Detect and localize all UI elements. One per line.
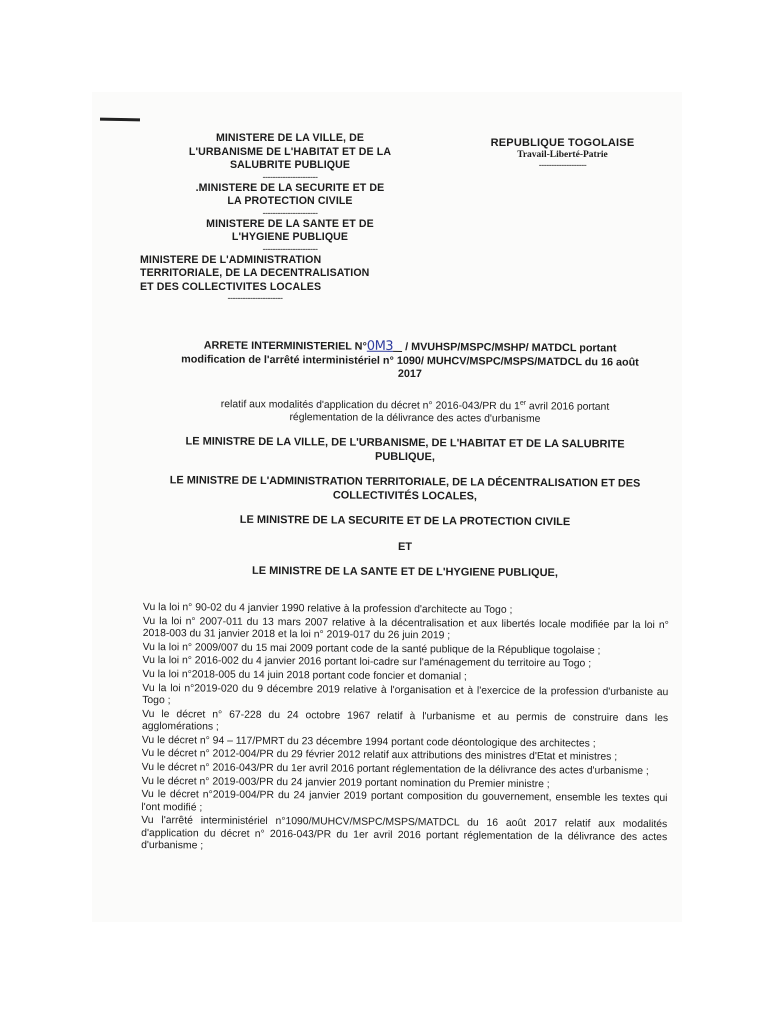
ministry-line: L'HYGIENE PUBLIQUE <box>231 231 349 243</box>
heading-line: PUBLIQUE, <box>374 450 435 464</box>
ministry-line: TERRITORIALE, DE LA DECENTRALISATION <box>140 267 370 279</box>
relatif-line-1-pre: relatif aux modalités d'application du décret n° 2016-043/PR du 1 <box>220 399 520 413</box>
consideration-item: Vu le décret n° 2019-003/PR du 24 janvier 2019 portant nomination du Premier ministre ; <box>141 775 550 790</box>
republic-header <box>480 137 645 170</box>
consideration-item: Vu la loi n° 90-02 du 4 janvier 1990 relative à la profession d'architecte au Togo ; <box>142 602 513 616</box>
heading-minister-securite: LE MINISTRE DE LA SECURITE ET DE LA PROTECTION CIVILE <box>239 513 571 529</box>
separator: ---------------------- <box>262 171 318 182</box>
consideration-item: Vu la loi n° 2009/007 du 15 mai 2009 portant code de la santé publique de la République togolaise ; <box>142 641 601 657</box>
heading-line: LE MINISTRE DE L'ADMINISTRATION TERRITORIALE, DE LA DÉCENTRALISATION ET DES <box>169 474 641 490</box>
consideration-item: Vu le décret n°2019-004/PR du 24 janvier 2019 portant composition du gouvernement, ensemble les textes qui l'ont modifié ; <box>141 789 668 814</box>
ministry-line: L'URBANISME DE L'HABITAT ET DE LA <box>188 145 392 158</box>
considerations-list <box>141 602 669 858</box>
consideration-item: Vu la loi n°2018-005 du 14 juin 2018 portant code foncier et domanial ; <box>142 669 467 683</box>
heading-minister-sante: LE MINISTRE DE LA SANTE ET DE L'HYGIENE PUBLIQUE, <box>251 564 559 580</box>
republic-name: REPUBLIQUE TOGOLAISE <box>490 137 635 149</box>
consideration-item: Vu la loi n°2019-020 du 9 décembre 2019 relative à l'organisation et à l'exercice de la profession d'urbaniste au Togo ; <box>142 682 669 707</box>
heading-line: COLLECTIVITÉS LOCALES, <box>332 489 477 503</box>
ministry-securite <box>140 182 440 218</box>
separator: ---------------------- <box>262 243 318 254</box>
consideration-item: Vu la loi n° 2007-011 du 13 mars 2007 relative à la décentralisation et aux libertés locale modifiée par la loi n° 2018-003 du 31 janvier 2018 et la loi n° 2019-017 du 26 juin 2019 ; <box>142 615 669 642</box>
relatif-line-1-post: avril 2016 portant <box>526 401 610 413</box>
handwritten-number: 0M3 <box>366 338 394 354</box>
ministry-line: .MINISTERE DE LA SECURITE ET DE <box>195 181 385 194</box>
ministry-line: ET DES COLLECTIVITES LOCALES <box>140 280 322 293</box>
separator: ---------------------- <box>262 207 318 218</box>
consideration-item: Vu la loi n° 2016-002 du 4 janvier 2016 portant loi-cadre sur l'aménagement du territoire au Togo ; <box>142 655 592 670</box>
relatif-text <box>180 395 650 427</box>
relatif-line-2: réglementation de la délivrance des actes d'urbanisme <box>289 412 541 425</box>
heading-minister-ville <box>140 434 670 466</box>
heading-line: LE MINISTRE DE LA VILLE, DE L'URBANISME, DE L'HABITAT ET DE LA SALUBRITE <box>185 435 625 451</box>
consideration-item: Vu l'arrêté interministériel n°1090/MUHCV/MSPC/MSPS/MATDCL du 16 août 2017 relatif aux modalités d'application du décret n° 2016-043/PR du 1er avril 2016 portant réglementation de la délivrance des actes d'urbanisme ; <box>141 815 668 852</box>
consideration-item: Vu le décret n° 67-228 du 24 octobre 1967 relatif à l'urbanisme et au permis de construire dans les agglomérations ; <box>141 708 669 733</box>
ministry-ville <box>140 132 440 182</box>
ministry-sante <box>140 218 440 254</box>
arrete-line-3: 2017 <box>397 367 422 381</box>
consideration-item: Vu le décret n° 2012-004/PR du 29 février 2012 relatif aux attributions des ministres d'Etat et ministres ; <box>141 748 618 764</box>
ministries-header <box>140 132 440 303</box>
arrete-prefix: ARRETE INTERMINISTERIEL N° <box>203 339 367 353</box>
separator: ---------------------- <box>227 293 283 303</box>
ministry-line: LA PROTECTION CIVILE <box>227 195 353 207</box>
heading-minister-admin <box>140 473 670 505</box>
republic-motto: Travail-Liberté-Patrie <box>517 150 608 160</box>
ministry-line: SALUBRITE PUBLIQUE <box>229 159 351 171</box>
consideration-item: Vu le décret n° 2016-043/PR du 1er avril 2016 portant réglementation de la délivrance des actes d'urbanisme ; <box>141 762 649 778</box>
ministry-line: MINISTERE DE LA SANTE ET DE <box>206 217 374 230</box>
relatif-line-1 <box>180 395 650 414</box>
consideration-item: Vu le décret n° 94 – 117/PMRT du 23 décembre 1994 portant code déontologique des architectes ; <box>141 734 596 750</box>
arrete-line-2: modification de l'arrêté interministériel n° 1090/ MUHCV/MSPC/MSPS/MATDCL du 16 août <box>181 352 639 369</box>
heading-et: ET <box>397 540 413 554</box>
arrete-title <box>150 338 670 383</box>
superscript: er <box>519 399 527 407</box>
ministry-administration <box>140 254 440 304</box>
separator: ------------------- <box>538 160 587 170</box>
arrete-line-1-rest: / MVUHSP/MSPC/MSHP/ MATDCL portant <box>405 340 617 355</box>
ministry-line: MINISTERE DE L'ADMINISTRATION <box>140 253 322 266</box>
ministry-line: MINISTERE DE LA VILLE, DE <box>215 132 365 144</box>
